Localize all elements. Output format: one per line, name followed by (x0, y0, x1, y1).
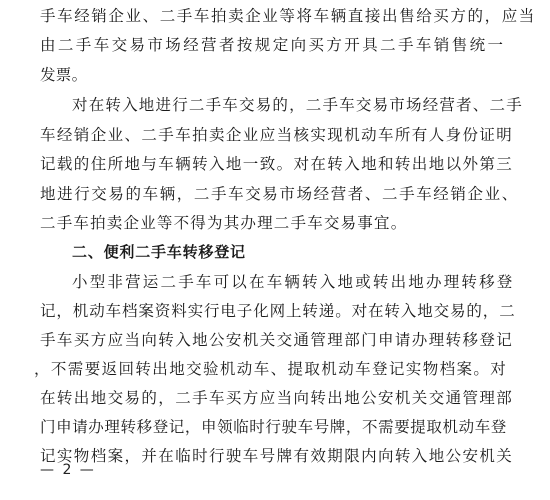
text-line: 记实物档案，并在临时行驶车号牌有效期限内向转入地公安机关 (40, 447, 514, 465)
text-line: 记，机动车档案资料实行电子化网上转递。对在转入地交易的，二 (40, 302, 516, 320)
text-line: 发票。 (40, 66, 88, 84)
page-number: — 2 — (40, 462, 96, 478)
text-line: 手车买方应当向转入地公安机关交通管理部门申请办理转移登记 (40, 331, 514, 349)
text-line: 小型非营运二手车可以在车辆转入地或转出地办理转移登 (72, 273, 515, 291)
text-line: ，不需要返回转出地交验机动车、提取机动车登记实物档案。对 (34, 360, 508, 378)
text-line: 对在转入地进行二手车交易的，二手车交易市场经营者、二手 (72, 96, 523, 114)
text-line: 手车经销企业、二手车拍卖企业等将车辆直接出售给买方的，应当 (40, 7, 536, 25)
text-line: 车经销企业、二手车拍卖企业应当核实现机动车所有人身份证明 (40, 126, 514, 144)
text-line: 地进行交易的车辆，二手车交易市场经营者、二手车经销企业、 (40, 185, 519, 203)
text-line: 门申请办理转移登记，申领临时行驶车号牌，不需要提取机动车登 (40, 418, 507, 436)
text-line: 记载的住所地与车辆转入地一致。对在转入地和转出地以外第三 (40, 155, 514, 173)
text-line: 在转出地交易的，二手车买方应当向转出地公安机关交通管理部 (40, 389, 514, 407)
text-line: 由二手车交易市场经营者按规定向买方开具二手车销售统一 (40, 36, 506, 54)
section-heading: 二、便利二手车转移登记 (72, 243, 246, 261)
text-line: 二手车拍卖企业等不得为其办理二手车交易事宜。 (40, 214, 408, 232)
